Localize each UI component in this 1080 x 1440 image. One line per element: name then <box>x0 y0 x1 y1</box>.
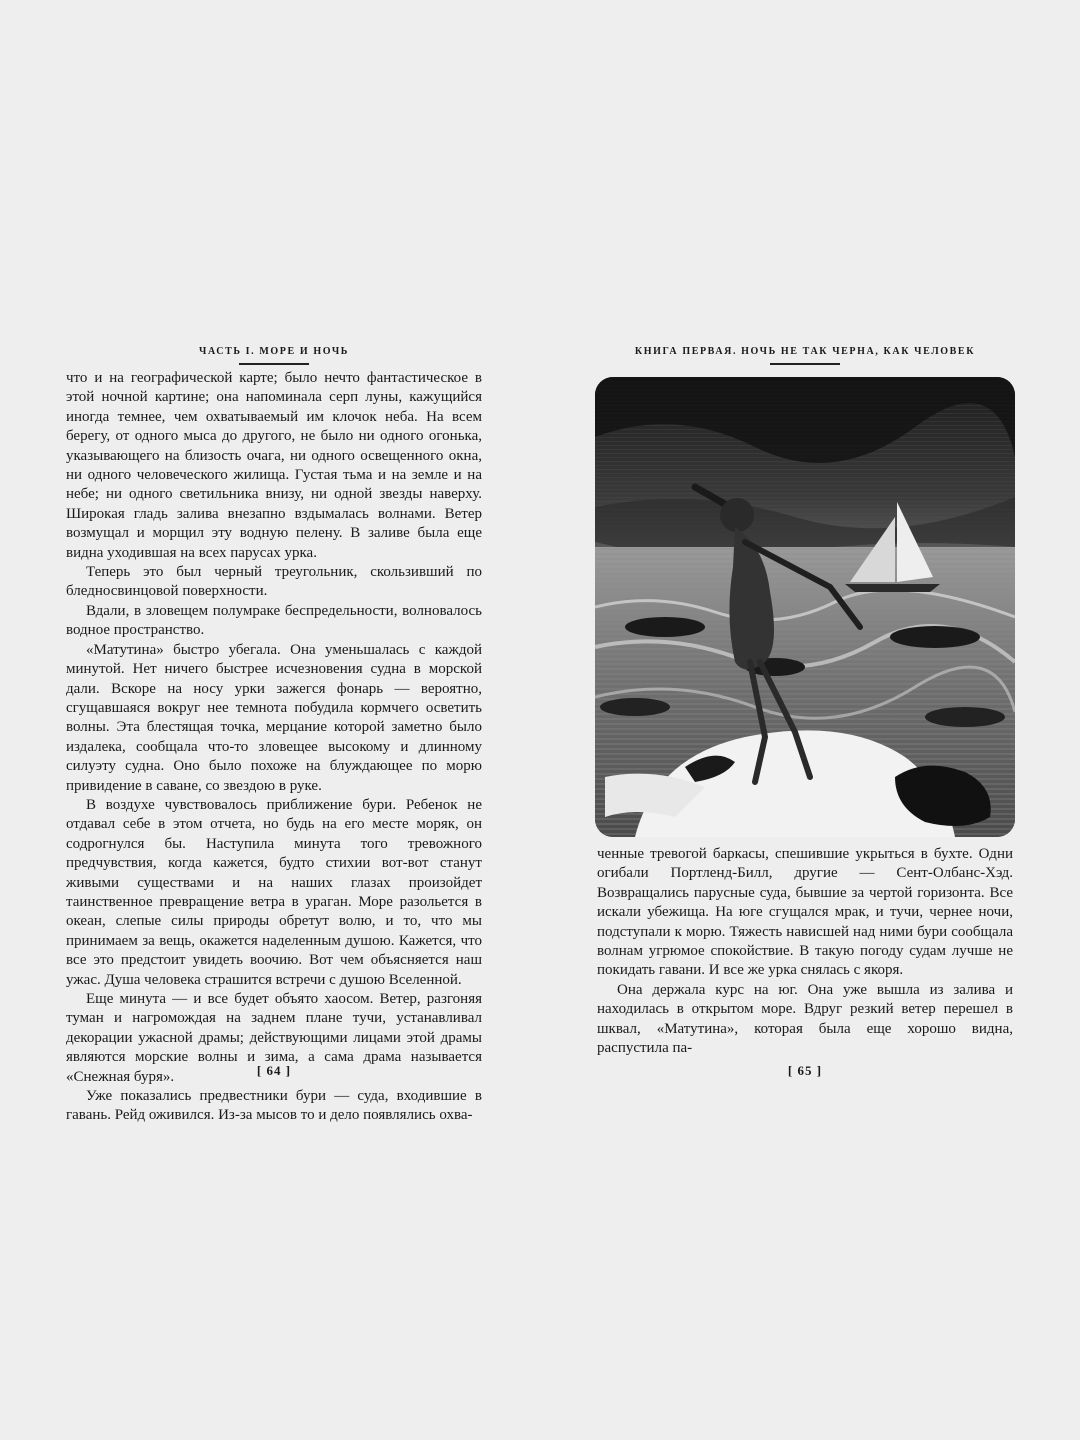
running-head-rule-right <box>770 363 840 365</box>
paragraph: Еще минута — и все будет объято хаосом. Ветер, разгоняя туман и нагромождая на заднем плане тучи, устанавливал декорации ужасной драмы; действующими лицами этой драмы являются морские волны и зима, а сама драма называется «Снежная буря». <box>66 991 482 1085</box>
page-number-right: [ 65 ] <box>787 1063 823 1078</box>
engraving-boy-on-shore-icon <box>595 377 1015 837</box>
left-page <box>66 345 482 1126</box>
paragraph: Вдали, в зловещем полумраке беспредельности, волновалось водное пространство. <box>66 602 482 639</box>
left-page-body <box>66 369 482 1126</box>
running-head-right: КНИГА ПЕРВАЯ. НОЧЬ НЕ ТАК ЧЕРНА, КАК ЧЕЛОВЕК <box>634 346 976 357</box>
right-page-body <box>597 845 1013 1058</box>
right-page <box>597 345 1013 1058</box>
running-head-left: ЧАСТЬ I. МОРЕ И НОЧЬ <box>199 346 349 357</box>
engraving-illustration <box>595 377 1015 837</box>
running-head-rule-left <box>239 363 309 365</box>
paragraph: ченные тревогой баркасы, спешившие укрыться в бухте. Одни огибали Портленд-Билл, другие — Сент-Олбанс-Хэд. Возвращались парусные суда, бывшие за чертой горизонта. Все искали убежища. На юге сгущался мрак, и тучи, чернее ночи, подступали к морю. Тяжесть нависшей над ними бури сообщала волнам угрюмое спокойствие. В такую погоду судам лучше не покидать гавани. И все же урка снялась с якоря. <box>597 846 1013 979</box>
paragraph: Она держала курс на юг. Она уже вышла из залива и находилась в открытом море. Вдруг резкий ветер перешел в шквал, «Матутина», которая была еще хорошо видна, распустила па- <box>597 981 1013 1057</box>
page-number-left: [ 64 ] <box>256 1063 292 1078</box>
paragraph: Теперь это был черный треугольник, скользивший по бледносвинцовой поверхности. <box>66 564 482 600</box>
paragraph: «Матутина» быстро убегала. Она уменьшалась с каждой минутой. Нет ничего быстрее исчезновения судна в морской дали. Вскоре на носу урки зажегся фонарь — вероятно, сгущавшаяся вокруг нее темнота побудила кормчего осветить волны. Эта блестящая точка, мерцание которой заметно было издалека, сообщала что-то зловещее высокому и длинному силуэту судна. Оно было похоже на блуждающее по морю привидение в саване, со звездою в руке. <box>66 641 482 794</box>
paragraph: Уже показались предвестники бури — суда, входившие в гавань. Рейд оживился. Из-за мысов то и дело появлялись охва- <box>66 1088 482 1124</box>
paragraph: что и на географической карте; было нечто фантастическое в этой ночной картине; она напоминала серп луны, кажущийся иногда темнее, чем охватываемый им клочок неба. На всем берегу, от одного мыса до другого, не было ни одного огонька, указывающего на близость очага, ни одного освещенного окна, ни одного человеческого жилища. Густая тьма и на земле и на небе; ни одного светильника внизу, ни одной звезды наверху. Широкая гладь залива внезапно вздымалась волнами. Ветер возмущал и морщил эту водную пелену. В заливе была еще видна уходившая на всех парусах урка. <box>66 370 482 561</box>
paragraph: В воздухе чувствовалось приближение бури. Ребенок не отдавал себе в этом отчета, но будь на его месте моряк, он содрогнулся бы. Наступила минута того тревожного предчувствия, когда кажется, будто стихии вот-вот станут живыми существами и на наших глазах произойдет таинственное превращение ветра в ураган. Море разольется в океан, слепые силы природы обретут волю, и то, что мы принимаем за вещь, окажется наделенным душою. Кажется, что все это предстоит увидеть воочию. Вот чем объясняется наш ужас. Душа человека страшится встречи с душою Вселенной. <box>66 796 482 988</box>
